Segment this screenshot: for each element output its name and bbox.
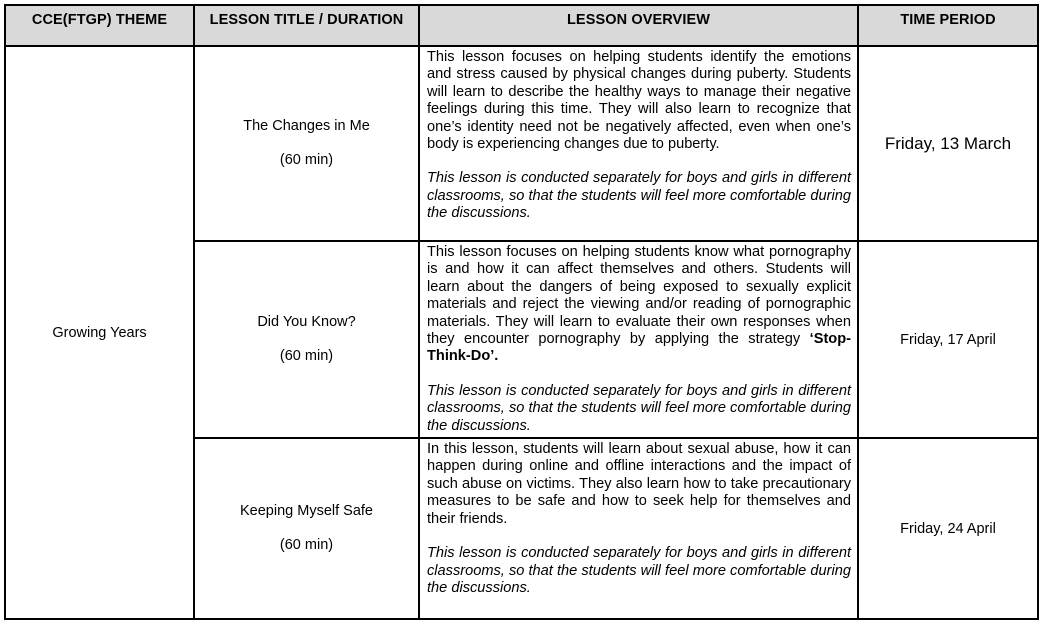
lesson-schedule-table [4, 4, 1039, 620]
overview-text: This lesson focuses on helping students know what pornography is and how it can affect themselves and others. Students will learn about the dangers of being exposed to sexually explicit materials and reject the viewing and/or reading of pornographic materials. They will learn to evaluate their own responses when they encounter pornography by applying the strategy [427, 244, 851, 348]
overview-paragraph [427, 244, 851, 366]
lesson-overview-cell [419, 438, 858, 619]
time-period-cell: Friday, 13 March [858, 46, 1038, 241]
lesson-overview-cell [419, 46, 858, 241]
lesson-title: The Changes in Me [243, 117, 370, 134]
theme-cell [5, 46, 194, 619]
overview-note: This lesson is conducted separately for boys and girls in different classrooms, so that the students will feel more comfortable during the discussions. [427, 545, 851, 596]
time-period-cell: Friday, 17 April [858, 241, 1038, 438]
overview-paragraph [427, 441, 851, 528]
lesson-title-cell [194, 46, 419, 241]
table-row [5, 46, 1038, 241]
overview-paragraph [427, 49, 851, 153]
header-row [5, 5, 1038, 46]
header-theme: CCE(FTGP) THEME [5, 5, 194, 46]
lesson-title: Keeping Myself Safe [240, 502, 373, 519]
theme-label: Growing Years [52, 324, 147, 341]
header-time-period: TIME PERIOD [858, 5, 1038, 46]
lesson-duration: (60 min) [279, 537, 334, 554]
lesson-title-cell [194, 438, 419, 619]
header-lesson-title-duration: LESSON TITLE / DURATION [194, 5, 419, 46]
lesson-title-cell [194, 241, 419, 438]
lesson-overview-cell [419, 241, 858, 438]
lesson-title: Did You Know? [257, 313, 356, 330]
overview-bold-text: ‘Stop-Think-Do’. [427, 331, 851, 365]
overview-text: This lesson focuses on helping students identify the emotions and stress caused by physical changes during puberty. Students will learn to describe the healthy ways to manage their negative feelings during this time. They will also learn to recognize that one’s identity need not be negatively affected, even when one’s body is experiencing changes due to puberty. [427, 49, 851, 153]
overview-text: In this lesson, students will learn about sexual abuse, how it can happen during online and offline interactions and the impact of such abuse on victims. They also learn how to take precautionary measures to be safe and how to seek help for themselves and their friends. [427, 441, 851, 527]
overview-note: This lesson is conducted separately for boys and girls in different classrooms, so that the students will feel more comfortable during the discussions. [427, 382, 851, 434]
overview-note: This lesson is conducted separately for boys and girls in different classrooms, so that the students will feel more comfortable during the discussions. [427, 170, 851, 222]
time-period-cell: Friday, 24 April [858, 438, 1038, 619]
lesson-duration: (60 min) [279, 348, 334, 365]
lesson-duration: (60 min) [279, 152, 334, 168]
header-lesson-overview: LESSON OVERVIEW [419, 5, 858, 46]
